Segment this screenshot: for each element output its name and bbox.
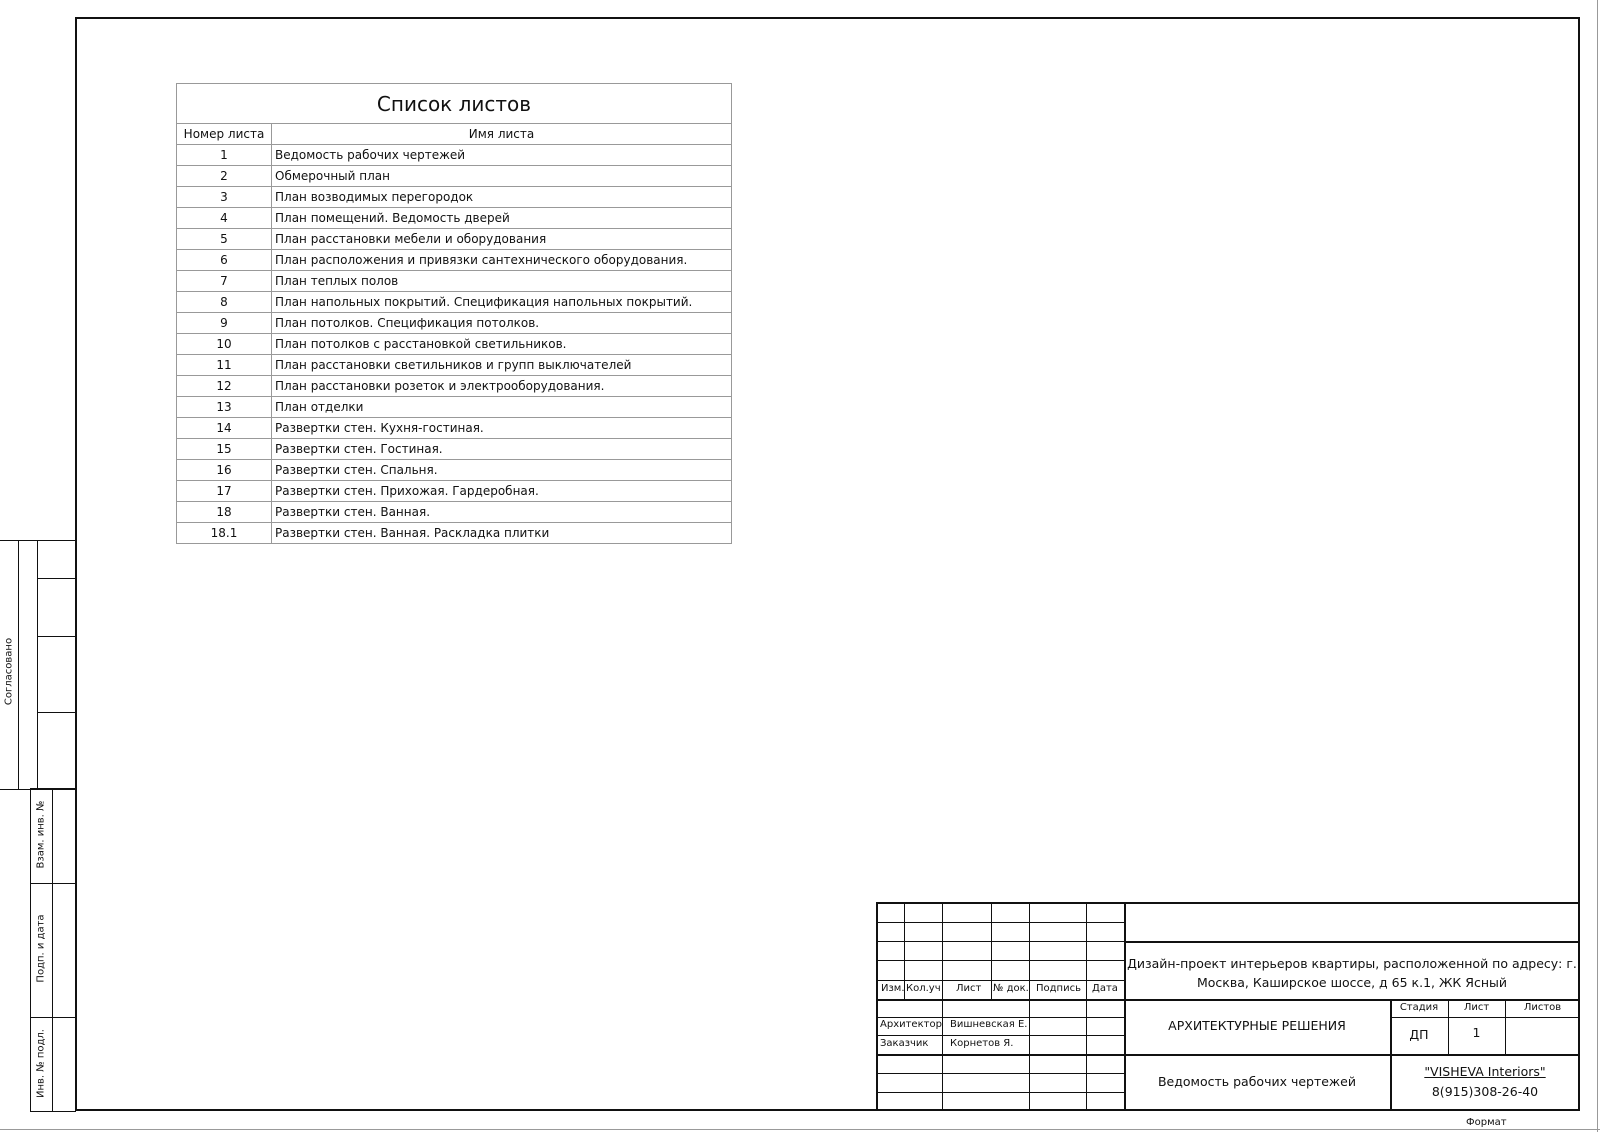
section-title: АРХИТЕКТУРНЫЕ РЕШЕНИЯ bbox=[1168, 1018, 1346, 1033]
format-label: Формат bbox=[1466, 1117, 1507, 1128]
sheet-number: 18.1 bbox=[177, 523, 272, 544]
sheet-name: План расстановки светильников и групп выключателей bbox=[272, 355, 732, 376]
header-n-dok: № док. bbox=[993, 983, 1029, 994]
sheet-name: План расположения и привязки сантехнического оборудования. bbox=[272, 250, 732, 271]
sheet-name: План помещений. Ведомость дверей bbox=[272, 208, 732, 229]
stage-value: ДП bbox=[1409, 1027, 1429, 1042]
table-row bbox=[177, 250, 732, 271]
table-row bbox=[177, 334, 732, 355]
sheet-list-title: Список листов bbox=[177, 84, 732, 124]
customer-role: Заказчик bbox=[880, 1038, 929, 1049]
binding-strip-divider bbox=[52, 788, 53, 1112]
sheet-name: Развертки стен. Ванная. bbox=[272, 502, 732, 523]
sheet-name: Развертки стен. Спальня. bbox=[272, 460, 732, 481]
sheet-name: Ведомость рабочих чертежей bbox=[272, 145, 732, 166]
sheet-number: 13 bbox=[177, 397, 272, 418]
table-row bbox=[177, 481, 732, 502]
sheet-label: Лист bbox=[1463, 1002, 1490, 1013]
table-row bbox=[177, 397, 732, 418]
sheet-list-body bbox=[177, 145, 732, 544]
sheet-number: 15 bbox=[177, 439, 272, 460]
sheet-number: 17 bbox=[177, 481, 272, 502]
table-row bbox=[177, 355, 732, 376]
sheet-number: 7 bbox=[177, 271, 272, 292]
header-izm: Изм. bbox=[881, 983, 905, 994]
company-name: "VISHEVA Interiors" bbox=[1424, 1064, 1546, 1079]
table-row bbox=[177, 523, 732, 544]
sheet-value: 1 bbox=[1472, 1025, 1481, 1040]
agreed-strip-row-3 bbox=[37, 712, 75, 713]
sheet-number: 11 bbox=[177, 355, 272, 376]
table-row bbox=[177, 439, 732, 460]
stage-label: Стадия bbox=[1399, 1002, 1439, 1013]
agreed-strip-row-2 bbox=[37, 636, 75, 637]
header-podpis: Подпись bbox=[1036, 983, 1081, 994]
table-row bbox=[177, 229, 732, 250]
table-row bbox=[177, 376, 732, 397]
sheet-number: 6 bbox=[177, 250, 272, 271]
architect-name: Вишневская Е. bbox=[950, 1019, 1028, 1030]
sheet-name: План расстановки розеток и электрооборудования. bbox=[272, 376, 732, 397]
sheets-label: Листов bbox=[1523, 1002, 1562, 1013]
sheet-number: 8 bbox=[177, 292, 272, 313]
table-row bbox=[177, 418, 732, 439]
table-row bbox=[177, 145, 732, 166]
table-row bbox=[177, 271, 732, 292]
sheet-number: 9 bbox=[177, 313, 272, 334]
table-row bbox=[177, 187, 732, 208]
sheet-number: 2 bbox=[177, 166, 272, 187]
table-row bbox=[177, 208, 732, 229]
agreed-strip-divider-1 bbox=[18, 540, 19, 790]
header-kol-uch: Кол.уч bbox=[906, 983, 941, 994]
project-line-2: Москва, Каширское шоссе, д 65 к.1, ЖК Ясный bbox=[1196, 975, 1508, 990]
sheet-name: План отделки bbox=[272, 397, 732, 418]
page-right-edge bbox=[1597, 0, 1598, 1132]
sheet-number: 10 bbox=[177, 334, 272, 355]
table-row bbox=[177, 502, 732, 523]
sheet-name: План расстановки мебели и оборудования bbox=[272, 229, 732, 250]
drawing-name: Ведомость рабочих чертежей bbox=[1157, 1074, 1357, 1089]
vzam-inv-label: Взам. инв. № bbox=[35, 800, 47, 869]
sheet-name: План теплых полов bbox=[272, 271, 732, 292]
page-bottom-edge bbox=[0, 1129, 1600, 1130]
sheet-name: Обмерочный план bbox=[272, 166, 732, 187]
title-block bbox=[876, 902, 1580, 1111]
architect-role: Архитектор bbox=[880, 1019, 942, 1030]
table-row bbox=[177, 292, 732, 313]
sheet-name: План потолков. Спецификация потолков. bbox=[272, 313, 732, 334]
table-row bbox=[177, 313, 732, 334]
sheet-list-table bbox=[176, 83, 732, 544]
sheet-name: Развертки стен. Гостиная. bbox=[272, 439, 732, 460]
sheet-number: 5 bbox=[177, 229, 272, 250]
sheet-number: 12 bbox=[177, 376, 272, 397]
company-phone: 8(915)308-26-40 bbox=[1431, 1084, 1539, 1099]
sheet-name: Развертки стен. Прихожая. Гардеробная. bbox=[272, 481, 732, 502]
sheet-number: 1 bbox=[177, 145, 272, 166]
agreed-label: Согласовано bbox=[3, 637, 15, 706]
project-description bbox=[1124, 954, 1580, 992]
agreed-strip-row-1 bbox=[37, 578, 75, 579]
customer-name: Корнетов Я. bbox=[950, 1038, 1014, 1049]
sheet-name: План возводимых перегородок bbox=[272, 187, 732, 208]
col-header-name: Имя листа bbox=[272, 124, 732, 145]
sheet-number: 16 bbox=[177, 460, 272, 481]
sheet-name: Развертки стен. Ванная. Раскладка плитки bbox=[272, 523, 732, 544]
table-row bbox=[177, 166, 732, 187]
inv-podl-label: Инв. № подл. bbox=[35, 1029, 47, 1098]
sheet-name: План потолков с расстановкой светильников. bbox=[272, 334, 732, 355]
sheet-number: 14 bbox=[177, 418, 272, 439]
project-line-1: Дизайн-проект интерьеров квартиры, расположенной по адресу: г. bbox=[1127, 956, 1577, 971]
podp-data-label: Подп. и дата bbox=[35, 914, 47, 983]
header-list: Лист bbox=[956, 983, 982, 994]
sheet-name: План напольных покрытий. Спецификация напольных покрытий. bbox=[272, 292, 732, 313]
sheet-number: 3 bbox=[177, 187, 272, 208]
header-data: Дата bbox=[1092, 983, 1118, 994]
sheet-number: 18 bbox=[177, 502, 272, 523]
sheet-number: 4 bbox=[177, 208, 272, 229]
sheet-name: Развертки стен. Кухня-гостиная. bbox=[272, 418, 732, 439]
table-row bbox=[177, 460, 732, 481]
col-header-number: Номер листа bbox=[177, 124, 272, 145]
